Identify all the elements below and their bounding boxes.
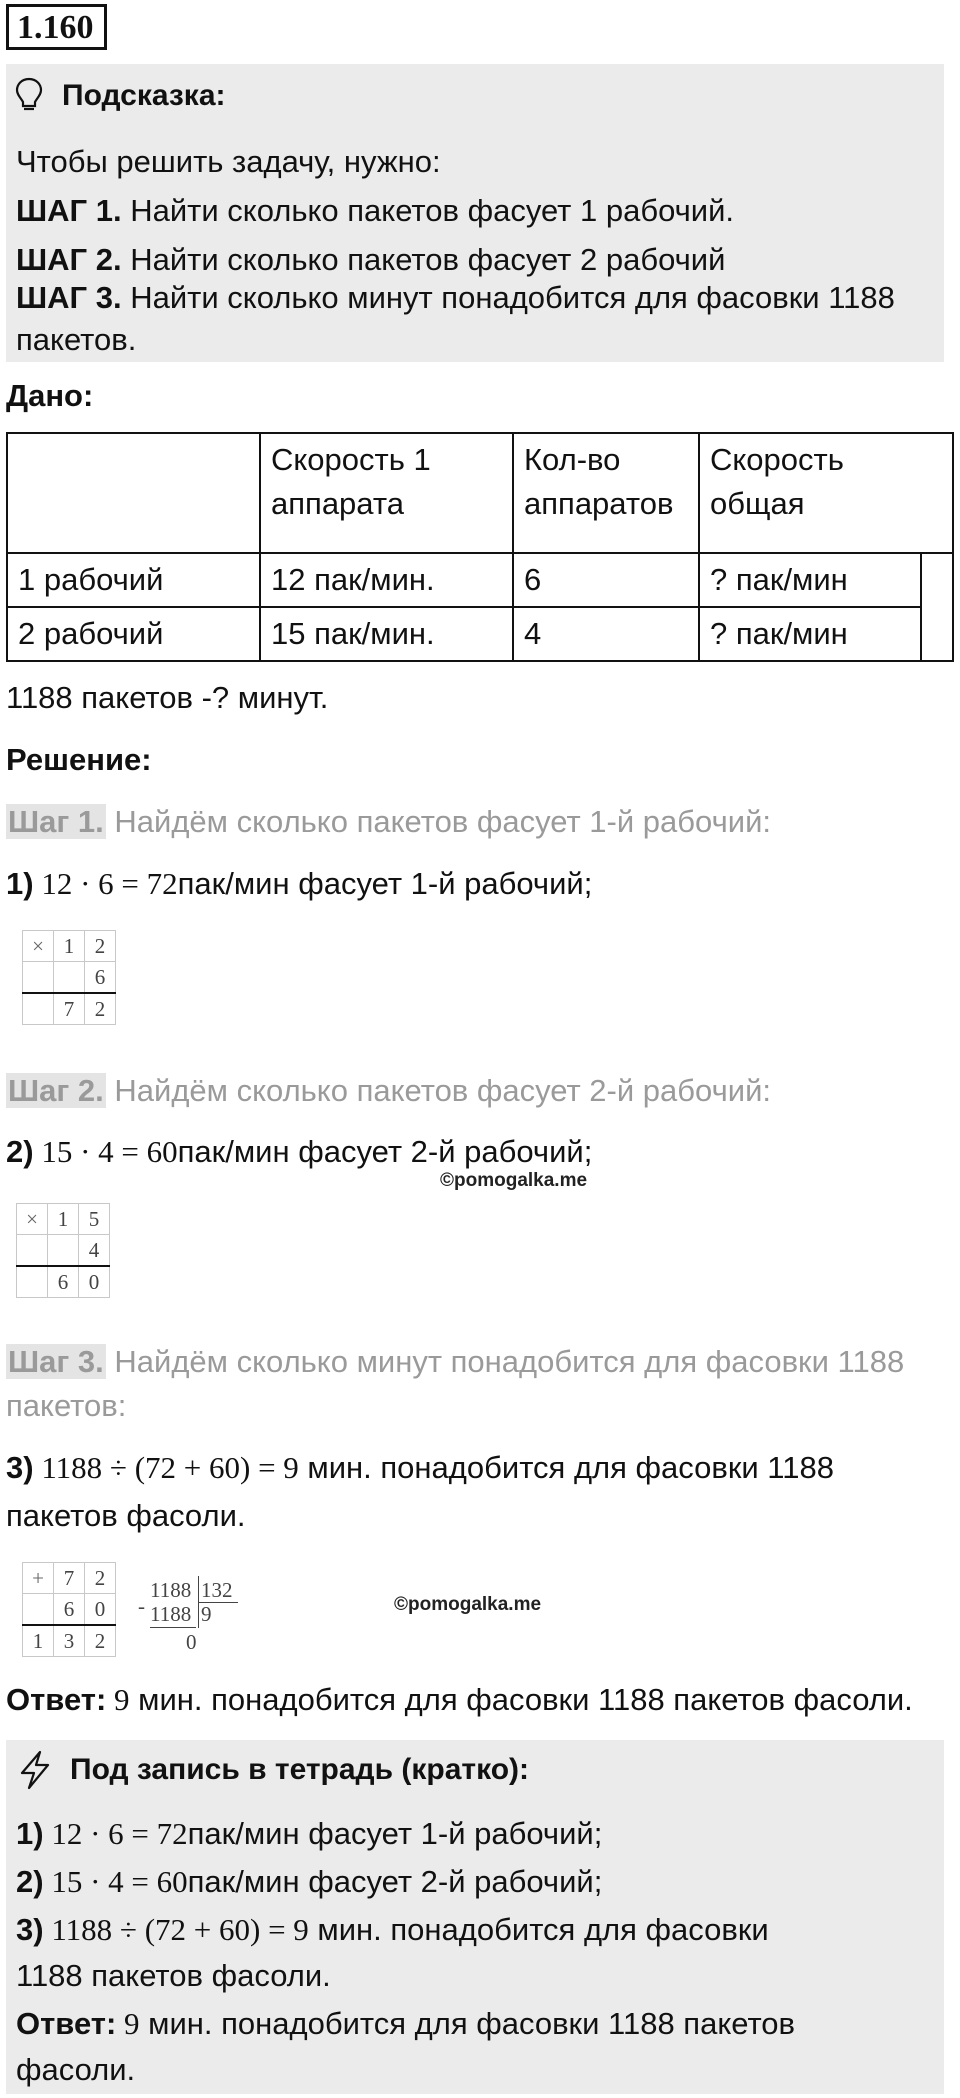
answer-text: мин. понадобится для фасовки 1188 пакетов фасоли.: [129, 1682, 913, 1717]
given-table: [6, 432, 954, 662]
step-text: Найдём сколько пакетов фасует 2-й рабочий:: [105, 1073, 771, 1108]
table-cell: ? пак/мин: [699, 553, 921, 607]
multiplication-2: [16, 1203, 110, 1298]
table-header-cell: Скорость 1 аппарата: [260, 433, 513, 553]
table-header-row: [7, 433, 953, 553]
calc-cell: [23, 1594, 54, 1626]
given-title: Дано:: [6, 378, 94, 413]
line-number: 1): [6, 866, 34, 901]
table-cell: 6: [513, 553, 699, 607]
long-division: [138, 1576, 248, 1666]
solution-step-3-cont: пакетов:: [6, 1388, 127, 1423]
line-number: 1): [16, 1816, 44, 1851]
line-text: пак/мин фасует 1-й рабочий;: [177, 866, 593, 901]
short-answer: [16, 2002, 795, 2046]
lightbulb-icon: [14, 76, 44, 114]
table-cell: 2 рабочий: [7, 607, 260, 661]
solution-title: Решение:: [6, 742, 152, 777]
table-cell: [921, 607, 953, 661]
table-header-cell: [7, 433, 260, 553]
division-minus: -: [138, 1594, 145, 1618]
calc-cell: 4: [79, 1235, 110, 1267]
hint-step-text: Найти сколько пакетов фасует 2 рабочий: [121, 242, 726, 277]
calc-cell: 5: [79, 1204, 110, 1235]
calc-cell: ×: [17, 1204, 48, 1235]
calc-cell: [48, 1235, 79, 1267]
step-text: Найдём сколько минут понадобится для фасовки 1188: [105, 1344, 905, 1379]
hint-step-text: Найти сколько минут понадобится для фасовки 1188: [121, 280, 895, 315]
table-row: [7, 553, 953, 607]
calc-cell: [23, 993, 54, 1025]
short-line-3-cont: 1188 пакетов фасоли.: [16, 1958, 331, 1993]
solution-line-3-cont: пакетов фасоли.: [6, 1498, 246, 1533]
answer-text: мин. понадобится для фасовки 1188 пакетов: [139, 2006, 796, 2041]
short-answer-cont: фасоли.: [16, 2052, 136, 2087]
multiplication-1: [22, 930, 116, 1025]
calc-cell: 0: [85, 1594, 116, 1626]
watermark: ©pomogalka.me: [440, 1170, 588, 1191]
calc-cell: 3: [54, 1625, 85, 1657]
answer-label: Ответ:: [16, 2006, 117, 2041]
solution-line-1: [6, 862, 592, 906]
calc-cell: [17, 1266, 48, 1298]
line-text: мин. понадобится для фасовки 1188: [298, 1450, 834, 1485]
hint-intro: Чтобы решить задачу, нужно:: [16, 144, 441, 179]
calc-cell: 1: [54, 931, 85, 962]
calc-cell: 7: [54, 993, 85, 1025]
calc-cell: 6: [48, 1266, 79, 1298]
answer-math: 9: [106, 1682, 130, 1717]
calc-cell: 2: [85, 993, 116, 1025]
calc-cell: 1: [48, 1204, 79, 1235]
calc-cell: ×: [23, 931, 54, 962]
problem-number: 1.160: [6, 4, 107, 50]
table-cell: 12 пак/мин.: [260, 553, 513, 607]
line-math: 15 · 4 = 60: [43, 1864, 188, 1899]
line-math: 12 · 6 = 72: [43, 1816, 188, 1851]
table-cell: 4: [513, 607, 699, 661]
answer-label: Ответ:: [6, 1682, 107, 1717]
short-title: Под запись в тетрадь (кратко):: [70, 1753, 530, 1786]
step-label: Шаг 3.: [8, 1344, 104, 1379]
calc-cell: 2: [85, 931, 116, 962]
answer-math: 9: [116, 2006, 140, 2041]
line-math: 1188 ÷ (72 + 60) = 9: [43, 1912, 309, 1947]
short-line-2: [16, 1860, 602, 1904]
addition: [22, 1562, 116, 1657]
division-dividend: 1188: [150, 1578, 192, 1602]
calc-cell: 7: [54, 1563, 85, 1594]
step-text: Найдём сколько пакетов фасует 1-й рабочий:: [105, 804, 771, 839]
short-line-3: [16, 1908, 769, 1952]
calc-cell: 6: [85, 962, 116, 994]
table-cell: ? пак/мин: [699, 607, 921, 661]
calc-cell: [54, 962, 85, 994]
division-underline: [150, 1627, 196, 1628]
line-number: 2): [6, 1134, 34, 1169]
table-cell: [921, 553, 953, 607]
lightning-icon: [16, 1750, 54, 1790]
watermark: ©pomogalka.me: [394, 1594, 542, 1615]
calc-cell: 6: [54, 1594, 85, 1626]
table-cell: 15 пак/мин.: [260, 607, 513, 661]
division-product: 1188: [150, 1602, 192, 1626]
calc-cell: 2: [85, 1563, 116, 1594]
solution-step-3: [6, 1340, 904, 1384]
hint-title: Подсказка:: [62, 79, 226, 112]
line-text: пак/мин фасует 1-й рабочий;: [187, 1816, 603, 1851]
line-text: пак/мин фасует 2-й рабочий;: [177, 1134, 593, 1169]
division-quotient: 9: [201, 1602, 212, 1626]
solution-step-2: [6, 1069, 771, 1113]
step-label: Шаг 2.: [8, 1073, 104, 1108]
solution-step-1: [6, 800, 771, 844]
calc-cell: 0: [79, 1266, 110, 1298]
division-divisor: 132: [201, 1578, 233, 1602]
solution-line-3: [6, 1446, 834, 1490]
calc-cell: +: [23, 1563, 54, 1594]
line-text: пак/мин фасует 2-й рабочий;: [187, 1864, 603, 1899]
table-header-cell: Кол-во аппаратов: [513, 433, 699, 553]
line-math: 1188 ÷ (72 + 60) = 9: [33, 1450, 299, 1485]
step-label: Шаг 1.: [8, 804, 104, 839]
table-row: [7, 607, 953, 661]
line-number: 3): [6, 1450, 34, 1485]
given-question: 1188 пакетов -? минут.: [6, 680, 329, 715]
calc-cell: [17, 1235, 48, 1267]
division-remainder: 0: [186, 1630, 197, 1654]
hint-step-3-cont: пакетов.: [16, 322, 137, 357]
hint-step-text: Найти сколько пакетов фасует 1 рабочий.: [121, 193, 735, 228]
line-math: 15 · 4 = 60: [33, 1134, 178, 1169]
line-text: мин. понадобится для фасовки: [308, 1912, 769, 1947]
line-number: 3): [16, 1912, 44, 1947]
hint-step-label: ШАГ 3.: [16, 280, 122, 315]
calc-cell: 1: [23, 1625, 54, 1657]
calc-cell: [23, 962, 54, 994]
hint-step-1: [16, 189, 734, 233]
hint-step-3: [16, 276, 895, 320]
hint-step-label: ШАГ 1.: [16, 193, 122, 228]
table-header-cell: Скорость общая: [699, 433, 953, 553]
calc-cell: 2: [85, 1625, 116, 1657]
line-math: 12 · 6 = 72: [33, 866, 178, 901]
hint-step-label: ШАГ 2.: [16, 242, 122, 277]
line-number: 2): [16, 1864, 44, 1899]
table-cell: 1 рабочий: [7, 553, 260, 607]
solution-line-2: [6, 1130, 592, 1174]
solution-answer: [6, 1678, 913, 1722]
short-line-1: [16, 1812, 602, 1856]
